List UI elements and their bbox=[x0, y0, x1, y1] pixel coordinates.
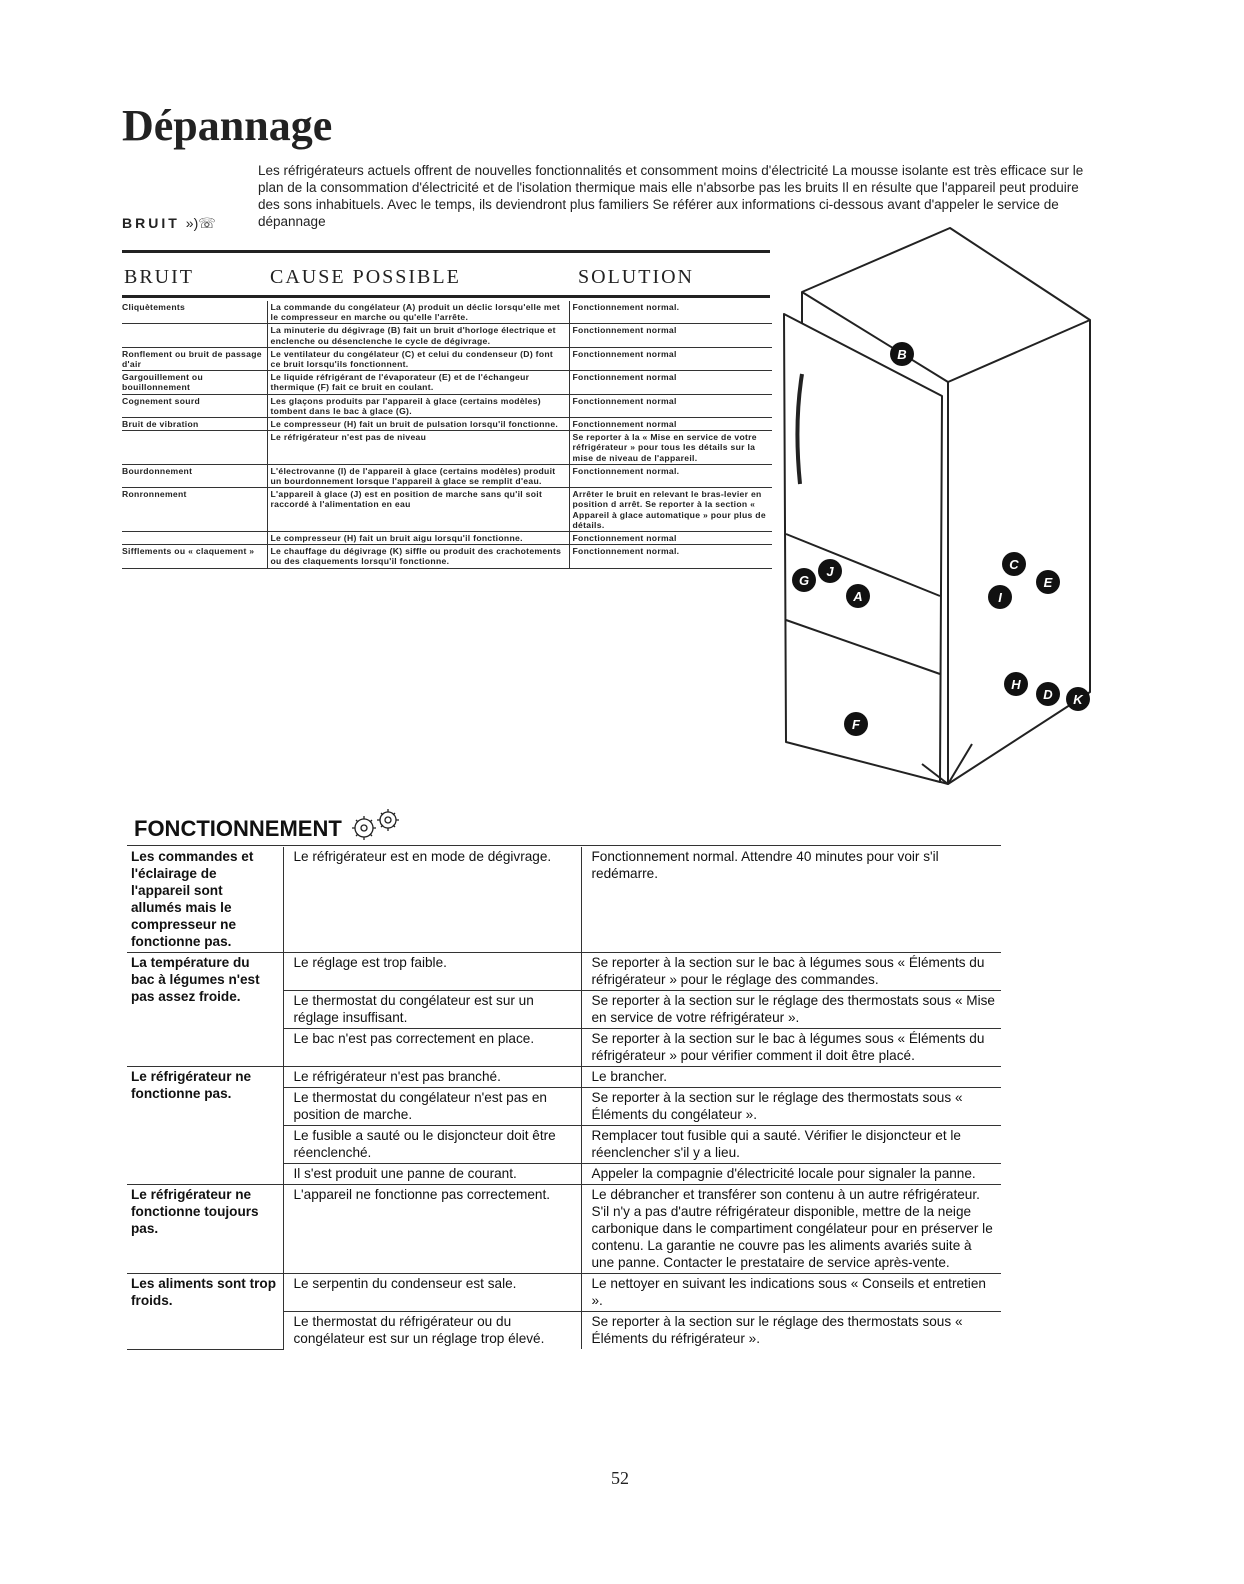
cause-cell: Il s'est produit une panne de courant. bbox=[283, 1164, 581, 1185]
part-marker-label: F bbox=[852, 717, 860, 732]
sound-icon: »)☏ bbox=[185, 215, 216, 231]
part-marker-label: D bbox=[1043, 687, 1053, 702]
cause-cell: Le serpentin du condenseur est sale. bbox=[283, 1274, 581, 1312]
solution-cell: Fonctionnement normal bbox=[569, 418, 772, 431]
cause-cell: Le liquide réfrigérant de l'évaporateur (E) et de l'échangeur thermique (F) fait ce bruit en coulant. bbox=[267, 371, 569, 394]
solution-cell: Fonctionnement normal bbox=[569, 324, 772, 347]
fonctionnement-heading-text: FONCTIONNEMENT bbox=[134, 816, 342, 841]
solution-cell: Fonctionnement normal. Attendre 40 minutes pour voir s'il redémarre. bbox=[581, 847, 1001, 953]
solution-cell: Fonctionnement normal bbox=[569, 532, 772, 545]
condition-cell: Le réfrigérateur ne fonctionne pas. bbox=[127, 1067, 283, 1185]
noise-row bbox=[122, 464, 772, 487]
part-marker-label: C bbox=[1009, 557, 1019, 572]
noise-row bbox=[122, 371, 772, 394]
noise-row bbox=[122, 394, 772, 417]
refrigerator-diagram bbox=[772, 224, 1102, 794]
solution-cell: Fonctionnement normal bbox=[569, 371, 772, 394]
cause-cell: Le réfrigérateur est en mode de dégivrage. bbox=[283, 847, 581, 953]
cause-cell: Les glaçons produits par l'appareil à glace (certains modèles) tombent dans le bac à glace (G). bbox=[267, 394, 569, 417]
noise-row bbox=[122, 545, 772, 568]
part-marker-label: G bbox=[798, 573, 810, 588]
cause-cell: Le chauffage du dégivrage (K) siffle ou produit des crachotements ou des claquements lorsqu'il fonctionne. bbox=[267, 545, 569, 568]
cause-cell: L'appareil à glace (J) est en position de marche sans qu'il soit raccordé à l'alimentation en eau bbox=[267, 488, 569, 532]
solution-cell: Fonctionnement normal. bbox=[569, 545, 772, 568]
solution-cell: Le brancher. bbox=[581, 1067, 1001, 1088]
cause-cell: Le thermostat du réfrigérateur ou du congélateur est sur un réglage trop élevé. bbox=[283, 1312, 581, 1350]
section-rule-header bbox=[122, 295, 770, 298]
intro-paragraph: Les réfrigérateurs actuels offrent de nouvelles fonctionnalités et consomment moins d'électricité La mousse isolante est très efficace sur le plan de la consommation d'électricité et de l'isolation thermique mais elle n'absorbe pas les bruits Il en résulte que l'appareil peut produire des sons inhabituels. Avec le temps, ils deviendront plus familiers Se référer aux informations ci-dessous avant d'appeler le service de dépannage bbox=[258, 163, 1084, 229]
fonctionnement-row bbox=[127, 1274, 1001, 1312]
noise-row bbox=[122, 324, 772, 347]
solution-cell: Se reporter à la section sur le réglage des thermostats sous « Éléments du congélateur ». bbox=[581, 1088, 1001, 1126]
solution-cell: Le nettoyer en suivant les indications sous « Conseils et entretien ». bbox=[581, 1274, 1001, 1312]
noise-cell: Cliquètements bbox=[122, 301, 267, 324]
noise-cell: Cognement sourd bbox=[122, 394, 267, 417]
cause-cell: Le fusible a sauté ou le disjoncteur doit être réenclenché. bbox=[283, 1126, 581, 1164]
part-marker-label: A bbox=[853, 589, 863, 604]
noise-cell bbox=[122, 532, 267, 545]
fonctionnement-row bbox=[127, 1185, 1001, 1274]
solution-cell: Arrêter le bruit en relevant le bras-levier en position d arrêt. Se reporter à la section « Appareil à glace automatique » pour plus de détails. bbox=[569, 488, 772, 532]
solution-cell: Remplacer tout fusible qui a sauté. Vérifier le disjoncteur et le réenclencher s'il y a lieu. bbox=[581, 1126, 1001, 1164]
noise-cell: Bourdonnement bbox=[122, 464, 267, 487]
fonctionnement-heading bbox=[134, 806, 408, 842]
cause-cell: L'appareil ne fonctionne pas correctement. bbox=[283, 1185, 581, 1274]
solution-cell: Fonctionnement normal. bbox=[569, 464, 772, 487]
solution-cell: Fonctionnement normal bbox=[569, 394, 772, 417]
part-marker-label: J bbox=[826, 564, 834, 579]
page-number: 52 bbox=[611, 1468, 629, 1488]
cause-cell: L'électrovanne (I) de l'appareil à glace (certains modèles) produit un bourdonnement lorsque l'appareil à glace se remplit d'eau. bbox=[267, 464, 569, 487]
part-marker-label: E bbox=[1043, 575, 1053, 590]
noise-row bbox=[122, 532, 772, 545]
solution-cell: Fonctionnement normal. bbox=[569, 301, 772, 324]
noise-row bbox=[122, 488, 772, 532]
fonctionnement-table-body bbox=[127, 847, 1001, 1349]
part-marker-label: B bbox=[897, 347, 907, 362]
cause-cell: Le bac n'est pas correctement en place. bbox=[283, 1029, 581, 1067]
noise-cell: Gargouillement ou bouillonnement bbox=[122, 371, 267, 394]
solution-cell: Se reporter à la section sur le bac à légumes sous « Éléments du réfrigérateur » pour le réglage des commandes. bbox=[581, 953, 1001, 991]
fonctionnement-row bbox=[127, 953, 1001, 991]
condition-cell: Les commandes et l'éclairage de l'appareil sont allumés mais le compresseur ne fonctionne pas. bbox=[127, 847, 283, 953]
bruit-label bbox=[122, 215, 216, 232]
cause-cell: Le réfrigérateur n'est pas branché. bbox=[283, 1067, 581, 1088]
cause-cell: Le compresseur (H) fait un bruit aigu lorsqu'il fonctionne. bbox=[267, 532, 569, 545]
fonctionnement-row bbox=[127, 847, 1001, 953]
solution-cell: Le débrancher et transférer son contenu à un autre réfrigérateur. S'il n'y a pas d'autre réfrigérateur disponible, mettre de la neige carbonique dans le compartiment congélateur pour en préserver le contenu. La garantie ne couvre pas les aliments avariés suite à une panne. Contacter le prestataire de service après-vente. bbox=[581, 1185, 1001, 1274]
cause-cell: La minuterie du dégivrage (B) fait un bruit d'horloge électrique et enclenche ou désenclenche le cycle de dégivrage. bbox=[267, 324, 569, 347]
section-rule-top bbox=[122, 250, 770, 253]
noise-cell: Ronflement ou bruit de passage d'air bbox=[122, 347, 267, 370]
cause-cell: Le réfrigérateur n'est pas de niveau bbox=[267, 431, 569, 465]
noise-cell bbox=[122, 431, 267, 465]
solution-cell: Se reporter à la section sur le réglage des thermostats sous « Éléments du réfrigérateur ». bbox=[591, 1314, 963, 1346]
part-marker-label: H bbox=[1011, 677, 1021, 692]
part-marker-label: I bbox=[998, 590, 1002, 605]
cause-cell: Le compresseur (H) fait un bruit de pulsation lorsqu'il fonctionne. bbox=[267, 418, 569, 431]
condition-cell: Les aliments sont trop froids. bbox=[127, 1274, 283, 1350]
fonctionnement-row bbox=[127, 1067, 1001, 1088]
gears-icon bbox=[344, 806, 408, 842]
solution-cell: Se reporter à la section sur le réglage des thermostats sous « Mise en service de votre réfrigérateur ». bbox=[581, 991, 1001, 1029]
cause-cell: Le réglage est trop faible. bbox=[283, 953, 581, 991]
cause-cell: La commande du congélateur (A) produit un déclic lorsqu'elle met le compresseur en marche ou qu'elle l'arrête. bbox=[267, 301, 569, 324]
noise-col-header-solution: SOLUTION bbox=[578, 266, 694, 288]
fonctionnement-table bbox=[127, 847, 1001, 1350]
noise-col-header-noise: BRUIT bbox=[124, 266, 194, 288]
solution-cell: Se reporter à la section sur le bac à légumes sous « Éléments du réfrigérateur » pour vérifier comment il doit être placé. bbox=[581, 1029, 1001, 1067]
solution-cell: Fonctionnement normal bbox=[569, 347, 772, 370]
solution-cell: Appeler la compagnie d'électricité locale pour signaler la panne. bbox=[581, 1164, 1001, 1185]
noise-row bbox=[122, 418, 772, 431]
fridge-door bbox=[784, 314, 942, 782]
noise-cell: Ronronnement bbox=[122, 488, 267, 532]
noise-table bbox=[122, 301, 772, 569]
noise-cell bbox=[122, 324, 267, 347]
noise-row bbox=[122, 431, 772, 465]
condition-cell: La température du bac à légumes n'est pas assez froide. bbox=[127, 953, 283, 1067]
cause-cell: Le thermostat du congélateur est sur un réglage insuffisant. bbox=[283, 991, 581, 1029]
noise-cell: Sifflements ou « claquement » bbox=[122, 545, 267, 568]
bruit-label-text: BRUIT bbox=[122, 215, 180, 231]
condition-cell: Le réfrigérateur ne fonctionne toujours pas. bbox=[127, 1185, 283, 1274]
noise-row bbox=[122, 301, 772, 324]
noise-row bbox=[122, 347, 772, 370]
cause-cell: Le ventilateur du congélateur (C) et celui du condenseur (D) font ce bruit lorsqu'ils fonctionnent. bbox=[267, 347, 569, 370]
fonctionnement-rule bbox=[127, 845, 1001, 846]
cause-cell: Le thermostat du congélateur n'est pas en position de marche. bbox=[283, 1088, 581, 1126]
part-marker-label: K bbox=[1073, 692, 1083, 707]
noise-cell: Bruit de vibration bbox=[122, 418, 267, 431]
noise-col-header-cause: CAUSE POSSIBLE bbox=[270, 266, 461, 288]
solution-cell: Se reporter à la « Mise en service de votre réfrigérateur » pour tous les détails sur la mise de niveau de l'appareil. bbox=[569, 431, 772, 465]
page-title: Dépannage bbox=[122, 101, 333, 150]
noise-table-body bbox=[122, 301, 772, 568]
